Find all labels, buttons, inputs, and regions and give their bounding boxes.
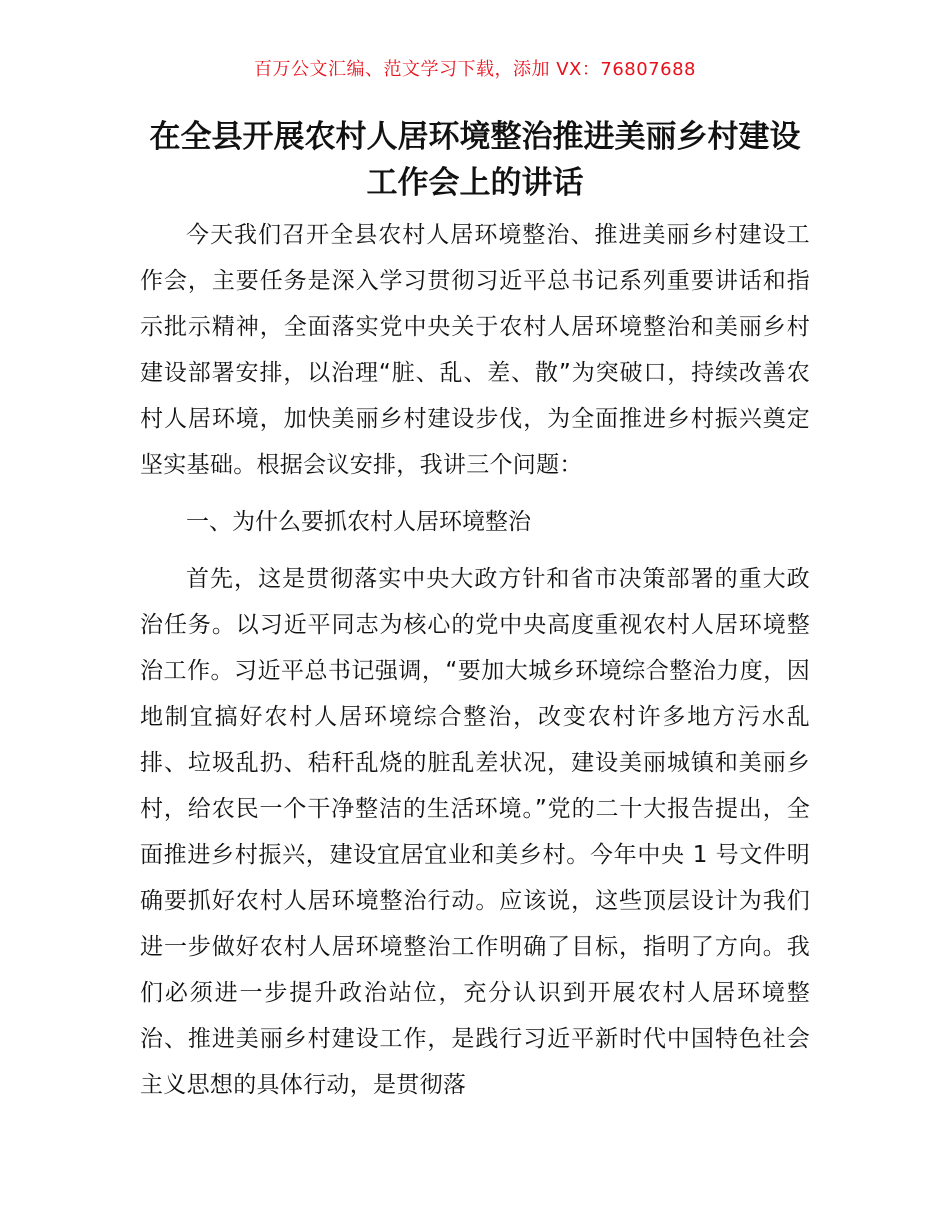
section-heading: 一、为什么要抓农村人居环境整治 [186, 509, 531, 535]
intro-paragraph: 今天我们召开全县农村人居环境整治、推进美丽乡村建设工作会，主要任务是深入学习贯彻习近平总书记系列重要讲话和指示批示精神，全面落实党中央关于农村人居环境整治和美丽乡村建设部署安排，以治理“脏、乱、差、散”为突破口，持续改善农村人居环境，加快美丽乡村建设步伐，为全面推进乡村振兴奠定坚实基础。根据会议安排，我讲三个问题： [140, 222, 810, 478]
page-title: 在全县开展农村人居环境整治推进美丽乡村建设工作会上的讲话 [149, 119, 801, 201]
header-banner: 百万公文汇编、范文学习下载，添加 VX：76807688 [254, 59, 696, 80]
body-paragraph: 首先，这是贯彻落实中央大政方针和省市决策部署的重大政治任务。以习近平同志为核心的党中央高度重视农村人居环境整治工作。习近平总书记强调，“要加大城乡环境综合整治力度，因地制宜搞好农村人居环境综合整治，改变农村许多地方污水乱排、垃圾乱扔、秸秆乱烧的脏乱差状况，建设美丽城镇和美丽乡村，给农民一个干净整洁的生活环境。”党的二十大报告提出，全面推进乡村振兴，建设宜居宜业和美乡村。今年中央 1 号文件明确要抓好农村人居环境整治行动。应该说，这些顶层设计为我们进一步做好农村人居环境整治工作明确了目标，指明了方向。我们必须进一步提升政治站位，充分认识到开展农村人居环境整治、推进美丽乡村建设工作，是践行习近平新时代中国特色社会主义思想的具体行动，是贯彻落 [140, 566, 810, 1098]
document-body [140, 212, 810, 1108]
